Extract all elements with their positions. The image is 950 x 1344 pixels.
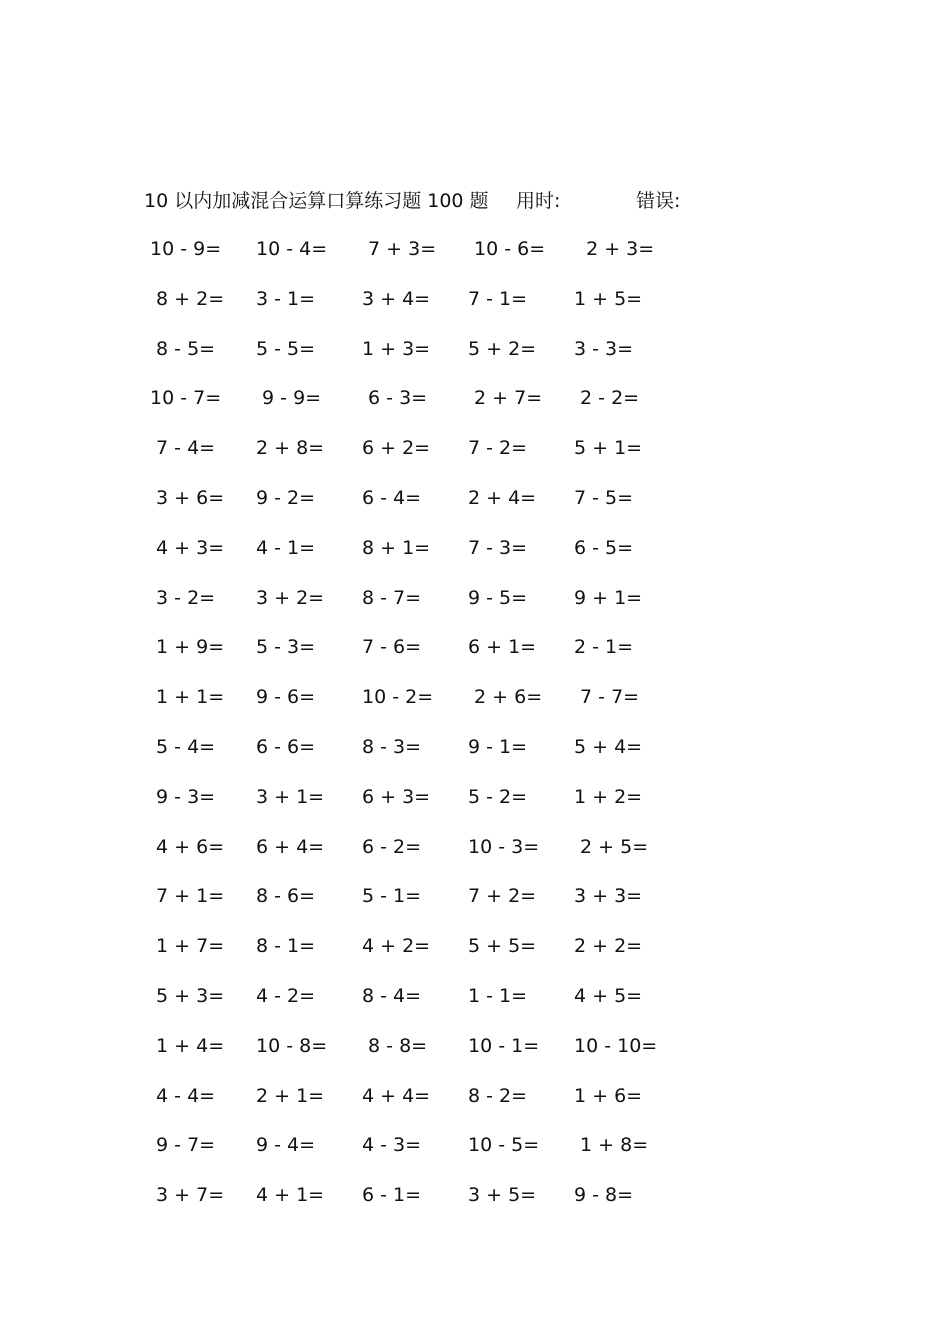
problem-row — [150, 732, 710, 782]
problem-item: 10 - 9= — [150, 238, 222, 260]
problem-item: 9 - 8= — [574, 1184, 634, 1207]
problem-item: 5 - 2= — [468, 785, 528, 808]
problem-item: 9 - 3= — [150, 785, 216, 808]
problem-item: 8 - 4= — [362, 984, 422, 1007]
problem-item: 3 - 2= — [150, 586, 216, 609]
problem-item: 5 - 4= — [150, 735, 216, 758]
error-label: 错误: — [636, 190, 681, 212]
problem-item: 6 + 1= — [468, 636, 537, 659]
problem-row — [150, 931, 710, 981]
problem-item: 7 - 3= — [468, 536, 528, 559]
problem-item: 1 + 4= — [150, 1034, 225, 1057]
problem-row — [150, 1130, 710, 1180]
problem-row — [150, 682, 710, 732]
problem-item: 1 + 9= — [150, 636, 225, 659]
problem-item: 7 - 4= — [150, 437, 216, 460]
problem-item: 2 + 6= — [468, 686, 543, 709]
problem-item: 8 - 8= — [362, 1034, 428, 1057]
time-label: 用时: — [516, 190, 561, 212]
problem-item: 7 + 1= — [150, 885, 225, 908]
problem-item: 8 - 6= — [256, 885, 316, 908]
problem-row — [150, 1031, 710, 1081]
problem-item: 4 + 6= — [150, 835, 225, 858]
problem-item: 2 + 3= — [574, 238, 655, 260]
problem-item: 7 - 7= — [574, 686, 640, 709]
problem-item: 10 - 2= — [362, 686, 434, 709]
problem-item: 5 - 3= — [256, 636, 316, 659]
problem-item: 1 + 6= — [574, 1084, 643, 1107]
problem-item: 2 + 4= — [468, 486, 537, 509]
problem-item: 3 + 1= — [256, 785, 325, 808]
problem-item: 7 - 2= — [468, 437, 528, 460]
problem-row — [150, 334, 710, 384]
problem-row — [150, 483, 710, 533]
problem-item: 5 + 2= — [468, 337, 537, 360]
problem-item: 5 - 5= — [256, 337, 316, 360]
problem-item: 5 + 4= — [574, 735, 643, 758]
problem-item: 4 + 4= — [362, 1084, 431, 1107]
problem-item: 9 - 7= — [150, 1134, 216, 1157]
problem-item: 6 - 5= — [574, 536, 634, 559]
problem-item: 3 + 5= — [468, 1184, 537, 1207]
problem-item: 3 + 2= — [256, 586, 325, 609]
problem-item: 7 - 6= — [362, 636, 422, 659]
problem-row — [150, 832, 710, 882]
problem-item: 10 - 7= — [150, 387, 222, 410]
problem-item: 9 - 2= — [256, 486, 316, 509]
problem-item: 9 + 1= — [574, 586, 643, 609]
problem-item: 9 - 9= — [256, 387, 322, 410]
problem-item: 3 + 6= — [150, 486, 225, 509]
problem-item: 4 + 5= — [574, 984, 643, 1007]
problem-item: 9 - 1= — [468, 735, 528, 758]
problem-item: 10 - 6= — [468, 238, 546, 260]
problem-item: 4 - 4= — [150, 1084, 216, 1107]
problem-item: 1 - 1= — [468, 984, 528, 1007]
problem-item: 10 - 3= — [468, 835, 540, 858]
problem-item: 2 + 7= — [468, 387, 543, 410]
problem-item: 6 + 2= — [362, 437, 431, 460]
problem-item: 9 - 5= — [468, 586, 528, 609]
problem-item: 3 + 7= — [150, 1184, 225, 1207]
problem-row — [150, 284, 710, 334]
problem-item: 3 - 1= — [256, 287, 316, 310]
problem-item: 2 + 1= — [256, 1084, 325, 1107]
problem-item: 8 - 2= — [468, 1084, 528, 1107]
problem-item: 4 - 3= — [362, 1134, 422, 1157]
problem-item: 6 - 6= — [256, 735, 316, 758]
problem-item: 8 + 1= — [362, 536, 431, 559]
problem-row — [150, 583, 710, 633]
problem-item: 4 + 2= — [362, 935, 431, 958]
problem-item: 10 - 5= — [468, 1134, 540, 1157]
problem-item: 6 - 2= — [362, 835, 422, 858]
worksheet-header — [144, 186, 844, 216]
problem-item: 1 + 7= — [150, 935, 225, 958]
problem-item: 1 + 8= — [574, 1134, 649, 1157]
problem-item: 5 - 1= — [362, 885, 422, 908]
problem-item: 2 - 2= — [574, 387, 640, 410]
problem-item: 2 + 2= — [574, 935, 643, 958]
problem-item: 4 + 1= — [256, 1184, 325, 1207]
problem-item: 1 + 3= — [362, 337, 431, 360]
problem-item: 6 + 3= — [362, 785, 431, 808]
problem-item: 4 + 3= — [150, 536, 225, 559]
problem-item: 6 - 3= — [362, 387, 428, 410]
problem-item: 10 - 8= — [256, 1034, 328, 1057]
problem-item: 6 - 4= — [362, 486, 422, 509]
problem-row — [150, 533, 710, 583]
problem-grid — [150, 234, 710, 1230]
problem-row — [150, 632, 710, 682]
problem-item: 5 + 5= — [468, 935, 537, 958]
worksheet-title: 10 以内加减混合运算口算练习题 100 题 — [144, 190, 489, 212]
problem-item: 2 - 1= — [574, 636, 634, 659]
problem-row — [150, 234, 710, 284]
problem-row — [150, 881, 710, 931]
problem-item: 6 - 1= — [362, 1184, 422, 1207]
problem-item: 5 + 1= — [574, 437, 643, 460]
problem-item: 3 - 3= — [574, 337, 634, 360]
problem-item: 1 + 5= — [574, 287, 643, 310]
problem-item: 8 + 2= — [150, 287, 225, 310]
problem-item: 8 - 5= — [150, 337, 216, 360]
problem-item: 10 - 1= — [468, 1034, 540, 1057]
problem-row — [150, 782, 710, 832]
problem-item: 2 + 5= — [574, 835, 649, 858]
problem-row — [150, 383, 710, 433]
problem-item: 7 - 5= — [574, 486, 634, 509]
problem-item: 5 + 3= — [150, 984, 225, 1007]
problem-item: 2 + 8= — [256, 437, 325, 460]
problem-row — [150, 981, 710, 1031]
problem-item: 7 - 1= — [468, 287, 528, 310]
problem-row — [150, 1081, 710, 1131]
problem-item: 10 - 4= — [256, 238, 328, 260]
problem-item: 1 + 1= — [150, 686, 225, 709]
problem-row — [150, 433, 710, 483]
problem-item: 3 + 4= — [362, 287, 431, 310]
problem-item: 4 - 1= — [256, 536, 316, 559]
problem-item: 3 + 3= — [574, 885, 643, 908]
problem-item: 8 - 1= — [256, 935, 316, 958]
problem-item: 7 + 3= — [362, 238, 437, 260]
problem-item: 4 - 2= — [256, 984, 316, 1007]
problem-item: 9 - 6= — [256, 686, 316, 709]
problem-item: 9 - 4= — [256, 1134, 316, 1157]
problem-item: 7 + 2= — [468, 885, 537, 908]
problem-row — [150, 1180, 710, 1230]
problem-item: 10 - 10= — [574, 1034, 658, 1057]
problem-item: 1 + 2= — [574, 785, 643, 808]
problem-item: 8 - 7= — [362, 586, 422, 609]
problem-item: 8 - 3= — [362, 735, 422, 758]
problem-item: 6 + 4= — [256, 835, 325, 858]
